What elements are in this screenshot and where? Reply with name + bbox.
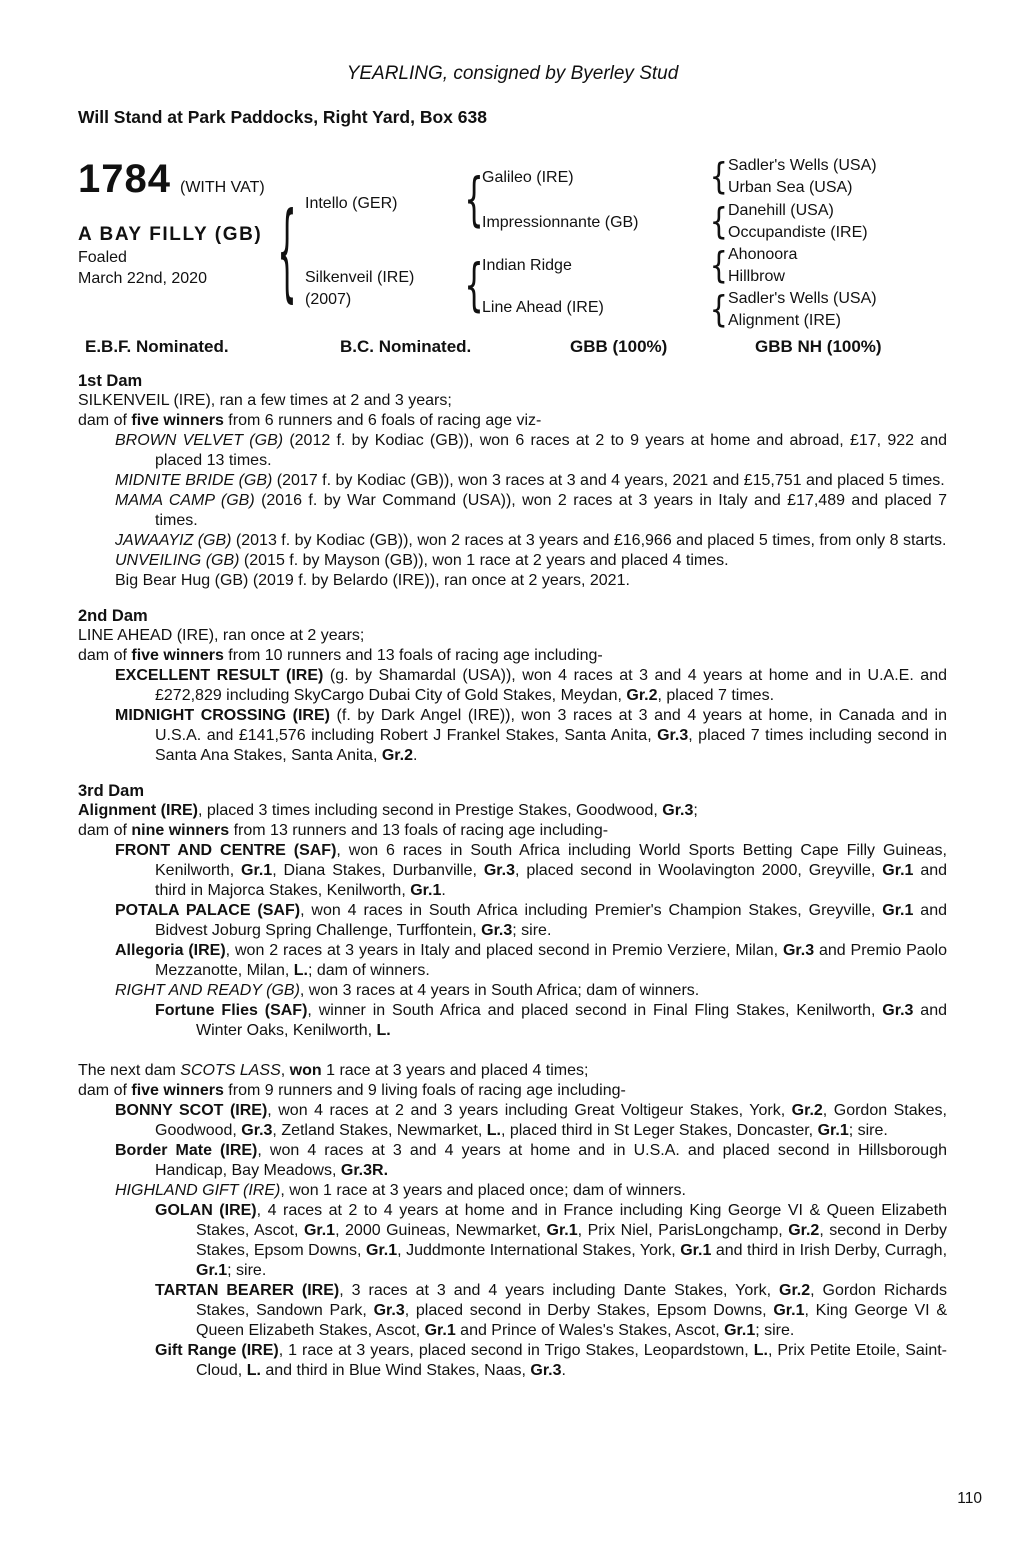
- dam-year: (2007): [305, 291, 352, 308]
- text-segment: Gr.1: [546, 1222, 578, 1239]
- grandsire-name: Indian Ridge: [482, 257, 572, 274]
- dam-section: [78, 606, 947, 766]
- text-segment: HIGHLAND GIFT (IRE): [115, 1182, 281, 1199]
- text-segment: FRONT AND CENTRE (SAF): [115, 842, 337, 859]
- text-segment: , won 2 races at 3 years in Italy and placed second in Premio Verziere, Milan,: [225, 942, 783, 959]
- text-segment: .: [441, 882, 446, 899]
- nomination-badge: B.C. Nominated.: [340, 337, 472, 356]
- text-segment: Gr.3: [782, 942, 815, 959]
- text-segment: won: [289, 1062, 322, 1079]
- catalog-paragraph: [78, 901, 947, 941]
- foaled-date: March 22nd, 2020: [78, 270, 207, 287]
- text-segment: EXCELLENT RESULT (IRE): [115, 667, 324, 684]
- text-segment: Gr.3: [882, 1002, 914, 1019]
- catalog-paragraph: [78, 706, 947, 766]
- text-segment: dam of: [78, 1082, 132, 1099]
- catalog-paragraph: [78, 1341, 947, 1381]
- page-title: YEARLING, consigned by Byerley Stud: [346, 63, 679, 84]
- text-segment: Fortune Flies (SAF): [155, 1002, 308, 1019]
- stand-location: Will Stand at Park Paddocks, Right Yard, Box 638: [78, 107, 487, 127]
- catalog-paragraph: [78, 571, 947, 591]
- catalog-paragraph: [78, 1081, 947, 1101]
- text-segment: dam of: [78, 822, 132, 839]
- text-segment: ,: [280, 1062, 290, 1079]
- text-segment: Gr.2: [381, 747, 413, 764]
- catalog-paragraph: [78, 431, 947, 471]
- catalog-paragraph: [78, 666, 947, 706]
- text-segment: .: [561, 1362, 566, 1379]
- text-segment: 1 race at 3 years and placed 4 times;: [321, 1062, 589, 1079]
- catalog-paragraph: [78, 551, 947, 571]
- granddam-name: Impressionnante (GB): [482, 214, 639, 231]
- sire-name: Intello (GER): [305, 195, 398, 212]
- text-segment: , placed second in Derby Stakes, Epsom Downs,: [404, 1302, 774, 1319]
- text-segment: from 6 runners and 6 foals of racing age viz-: [223, 412, 542, 429]
- text-segment: Gr.3: [483, 862, 515, 879]
- page-number: 110: [957, 1490, 982, 1507]
- great-grandparent-name: Danehill (USA): [728, 202, 834, 219]
- text-segment: Gr.2: [788, 1222, 820, 1239]
- catalog-paragraph: [78, 471, 947, 491]
- text-segment: Gr.1: [773, 1302, 805, 1319]
- great-grandparent-name: Ahonoora: [728, 246, 798, 263]
- text-segment: (g. by Shamardal (USA)), won 4 races at 3 and 4 years at home and in U.A.E. and £272,829 including SkyCargo Dubai City of Gold Stakes, Meydan,: [155, 667, 947, 704]
- text-segment: TARTAN BEARER (IRE): [155, 1282, 340, 1299]
- horse-description: A BAY FILLY (GB): [78, 224, 263, 245]
- text-segment: Gr.1: [366, 1242, 398, 1259]
- lot-number: 1784: [78, 157, 171, 201]
- text-segment: SCOTS LASS: [180, 1062, 281, 1079]
- text-segment: Gr.3R.: [340, 1162, 389, 1179]
- catalog-paragraph: [78, 1101, 947, 1141]
- text-segment: Allegoria (IRE): [115, 942, 226, 959]
- dam-section: [78, 1061, 947, 1381]
- catalog-paragraph: [78, 391, 947, 411]
- text-segment: from 9 runners and 9 living foals of racing age including-: [223, 1082, 626, 1099]
- text-segment: LINE AHEAD (IRE), ran once at 2 years;: [78, 627, 365, 644]
- catalog-paragraph: [78, 626, 947, 646]
- catalog-paragraph: [78, 646, 947, 666]
- vat-note: (WITH VAT): [179, 179, 265, 196]
- catalog-paragraph: [78, 841, 947, 901]
- text-segment: and third in Majorca Stakes, Kenilworth,: [155, 862, 948, 899]
- text-segment: and Winter Oaks, Kenilworth,: [196, 1002, 947, 1039]
- text-segment: , won 4 races at 3 and 4 years at home and in U.S.A. and placed second in Hillsborough Handicap, Bay Meadows,: [155, 1142, 947, 1179]
- text-segment: , placed 3 times including second in Prestige Stakes, Goodwood,: [198, 802, 663, 819]
- text-segment: five winners: [131, 1082, 224, 1099]
- text-segment: Gr.2: [779, 1282, 811, 1299]
- text-segment: , 2000 Guineas, Newmarket,: [335, 1222, 547, 1239]
- text-segment: , Gordon Stakes, Goodwood,: [155, 1102, 947, 1139]
- text-segment: JAWAAYIZ (GB): [115, 532, 232, 549]
- text-segment: Gr.1: [680, 1242, 712, 1259]
- text-segment: MIDNITE BRIDE (GB): [115, 472, 273, 489]
- great-grandparent-name: Hillbrow: [728, 268, 785, 285]
- nominations-row: [78, 337, 947, 358]
- text-segment: and third in Blue Wind Stakes, Naas,: [260, 1362, 531, 1379]
- text-segment: ; sire.: [512, 922, 552, 939]
- text-segment: Gr.3: [662, 802, 694, 819]
- text-segment: Gr.3: [657, 727, 689, 744]
- text-segment: RIGHT AND READY (GB): [115, 982, 300, 999]
- text-segment: , Juddmonte International Stakes, York,: [397, 1242, 681, 1259]
- text-segment: Gr.1: [410, 882, 442, 899]
- pedigree-brace: {: [277, 193, 297, 314]
- text-segment: L.: [246, 1362, 261, 1379]
- text-segment: Border Mate (IRE): [115, 1142, 258, 1159]
- text-segment: (2013 f. by Kodiac (GB)), won 2 races at 3 years and £16,966 and placed 5 times, from only 8 starts.: [231, 532, 947, 549]
- text-segment: five winners: [131, 647, 224, 664]
- text-segment: (2017 f. by Kodiac (GB)), won 3 races at 3 and 4 years, 2021 and £15,751 and placed 5 times.: [272, 472, 945, 489]
- pedigree-brace: {: [709, 201, 728, 244]
- text-segment: , second in Derby Stakes, Epsom Downs,: [196, 1222, 947, 1259]
- text-segment: (2012 f. by Kodiac (GB)), won 6 races at 2 to 9 years at home and abroad, £17, 922 and placed 13 times.: [155, 432, 948, 469]
- text-segment: , won 4 races in South Africa including Premier's Champion Stakes, Greyville,: [300, 902, 883, 919]
- text-segment: Big Bear Hug (GB) (2019 f. by Belardo (IRE)), ran once at 2 years, 2021.: [115, 572, 630, 589]
- catalog-paragraph: [78, 821, 947, 841]
- great-grandparent-name: Sadler's Wells (USA): [728, 290, 877, 307]
- text-segment: Gr.1: [882, 862, 914, 879]
- text-segment: BROWN VELVET (GB): [115, 432, 284, 449]
- text-segment: UNVEILING (GB): [115, 552, 240, 569]
- dam-section: [78, 781, 947, 1041]
- catalog-paragraph: [78, 941, 947, 981]
- text-segment: and Premio Paolo Mezzanotte, Milan,: [155, 942, 948, 979]
- text-segment: and Prince of Wales's Stakes, Ascot,: [455, 1322, 725, 1339]
- pedigree-section: [78, 150, 947, 332]
- lot-number-row: [78, 159, 265, 199]
- text-segment: ; sire.: [848, 1122, 888, 1139]
- text-segment: Gr.1: [241, 862, 273, 879]
- text-segment: SILKENVEIL (IRE), ran a few times at 2 and 3 years;: [78, 392, 452, 409]
- text-segment: , won 6 races in South Africa including World Sports Betting Cape Filly Guineas, Kenilworth,: [155, 842, 947, 879]
- dam-name: Silkenveil (IRE): [305, 269, 415, 286]
- text-segment: , Prix Niel, ParisLongchamp,: [577, 1222, 789, 1239]
- nomination-badge: GBB (100%): [570, 337, 668, 356]
- text-segment: .: [412, 747, 418, 764]
- pedigree-brace: {: [709, 156, 728, 199]
- text-segment: , Zetland Stakes, Newmarket,: [272, 1122, 487, 1139]
- catalog-paragraph: [78, 491, 947, 531]
- catalog-paragraph: [78, 1201, 947, 1281]
- section-heading: 1st Dam: [78, 372, 143, 390]
- catalog-body: [78, 371, 947, 1381]
- catalog-paragraph: [78, 411, 947, 431]
- catalog-paragraph: [78, 981, 947, 1001]
- catalog-paragraph: [78, 1001, 947, 1041]
- text-segment: and Bidvest Joburg Spring Challenge, Turffontein,: [155, 902, 947, 939]
- text-segment: , placed 7 times.: [657, 687, 775, 704]
- nomination-badge: E.B.F. Nominated.: [85, 337, 229, 356]
- text-segment: Gr.3: [481, 922, 513, 939]
- catalog-paragraph: [78, 1061, 947, 1081]
- catalog-paragraph: [78, 1181, 947, 1201]
- text-segment: ; dam of winners.: [307, 962, 430, 979]
- text-segment: L.: [293, 962, 308, 979]
- text-segment: Gr.1: [817, 1122, 849, 1139]
- text-segment: Gift Range (IRE): [155, 1342, 279, 1359]
- text-segment: Gr.1: [303, 1222, 336, 1239]
- foaled-label: Foaled: [78, 249, 127, 266]
- catalog-paragraph: [78, 1281, 947, 1341]
- text-segment: ; sire.: [755, 1322, 795, 1339]
- text-segment: , Diana Stakes, Durbanville,: [272, 862, 484, 879]
- text-segment: , placed third in St Leger Stakes, Doncaster,: [500, 1122, 818, 1139]
- text-segment: (f. by Dark Angel (IRE)), won 3 races at 3 and 4 years at home, in Canada and in U.S.A. and £141,576 including Robert J Frankel Stakes, Santa Anita,: [155, 707, 947, 744]
- section-heading: 3rd Dam: [78, 782, 145, 800]
- text-segment: five winners: [131, 412, 224, 429]
- dam-section: [78, 371, 947, 591]
- text-segment: , placed 7 times including second in Santa Ana Stakes, Santa Anita,: [155, 727, 947, 764]
- text-segment: Alignment (IRE): [78, 802, 198, 819]
- catalog-paragraph: [78, 1141, 947, 1181]
- text-segment: Gr.3: [373, 1302, 405, 1319]
- text-segment: BONNY SCOT (IRE): [115, 1102, 268, 1119]
- great-grandparent-name: Sadler's Wells (USA): [728, 157, 877, 174]
- text-segment: from 10 runners and 13 foals of racing age including-: [223, 647, 603, 664]
- text-segment: Gr.3: [530, 1362, 562, 1379]
- text-segment: Gr.2: [626, 687, 658, 704]
- text-segment: , King George VI & Queen Elizabeth Stakes, Ascot,: [196, 1302, 947, 1339]
- great-grandparent-name: Urban Sea (USA): [728, 179, 853, 196]
- text-segment: , placed second in Woolavington 2000, Greyville,: [515, 862, 883, 879]
- text-segment: Gr.3: [241, 1122, 273, 1139]
- text-segment: , 1 race at 3 years, placed second in Trigo Stakes, Leopardstown,: [278, 1342, 754, 1359]
- text-segment: ; sire.: [227, 1262, 267, 1279]
- catalog-paragraph: [78, 531, 947, 551]
- pedigree-brace: {: [464, 253, 484, 319]
- pedigree-brace: {: [464, 166, 484, 234]
- grandsire-name: Galileo (IRE): [482, 169, 574, 186]
- text-segment: , winner in South Africa and placed second in Final Fling Stakes, Kenilworth,: [307, 1002, 883, 1019]
- text-segment: and third in Irish Derby, Curragh,: [711, 1242, 948, 1259]
- text-segment: nine winners: [131, 822, 230, 839]
- section-heading: 2nd Dam: [78, 607, 148, 625]
- text-segment: , Prix Petite Etoile, Saint-Cloud,: [196, 1342, 947, 1379]
- text-segment: POTALA PALACE (SAF): [115, 902, 301, 919]
- pedigree-brace: {: [709, 245, 728, 288]
- text-segment: , Gordon Richards Stakes, Sandown Park,: [196, 1282, 948, 1319]
- catalog-paragraph: [78, 801, 947, 821]
- text-segment: , won 3 races at 4 years in South Africa; dam of winners.: [299, 982, 700, 999]
- great-grandparent-name: Occupandiste (IRE): [728, 224, 868, 241]
- pedigree-brace: {: [709, 289, 728, 332]
- text-segment: dam of: [78, 412, 132, 429]
- text-segment: Gr.1: [424, 1322, 456, 1339]
- text-segment: Gr.1: [196, 1262, 228, 1279]
- text-segment: (2016 f. by War Command (USA)), won 2 races at 3 years in Italy and £17,489 and placed 7 times.: [155, 492, 947, 529]
- text-segment: Gr.1: [882, 902, 914, 919]
- text-segment: L.: [486, 1122, 501, 1139]
- text-segment: , 4 races at 2 to 4 years at home and in France including King George VI & Queen Elizabeth Stakes, Ascot,: [196, 1202, 948, 1239]
- text-segment: The next dam: [78, 1062, 181, 1079]
- text-segment: (2015 f. by Mayson (GB)), won 1 race at 2 years and placed 4 times.: [239, 552, 729, 569]
- page-content: [78, 0, 947, 1381]
- text-segment: MIDNIGHT CROSSING (IRE): [115, 707, 330, 724]
- text-segment: ;: [693, 802, 698, 819]
- nomination-badge: GBB NH (100%): [755, 337, 882, 356]
- text-segment: MAMA CAMP (GB): [115, 492, 255, 509]
- text-segment: , 3 races at 3 and 4 years including Dante Stakes, York,: [339, 1282, 779, 1299]
- text-segment: L.: [753, 1342, 768, 1359]
- text-segment: , won 1 race at 3 years and placed once; dam of winners.: [280, 1182, 686, 1199]
- text-segment: Gr.1: [724, 1322, 756, 1339]
- granddam-name: Line Ahead (IRE): [482, 299, 604, 316]
- text-segment: Gr.2: [791, 1102, 823, 1119]
- text-segment: from 13 runners and 13 foals of racing age including-: [229, 822, 609, 839]
- text-segment: , won 4 races at 2 and 3 years including Great Voltigeur Stakes, York,: [267, 1102, 792, 1119]
- text-segment: GOLAN (IRE): [155, 1202, 257, 1219]
- text-segment: L.: [376, 1022, 391, 1039]
- text-segment: dam of: [78, 647, 132, 664]
- great-grandparent-name: Alignment (IRE): [728, 312, 841, 329]
